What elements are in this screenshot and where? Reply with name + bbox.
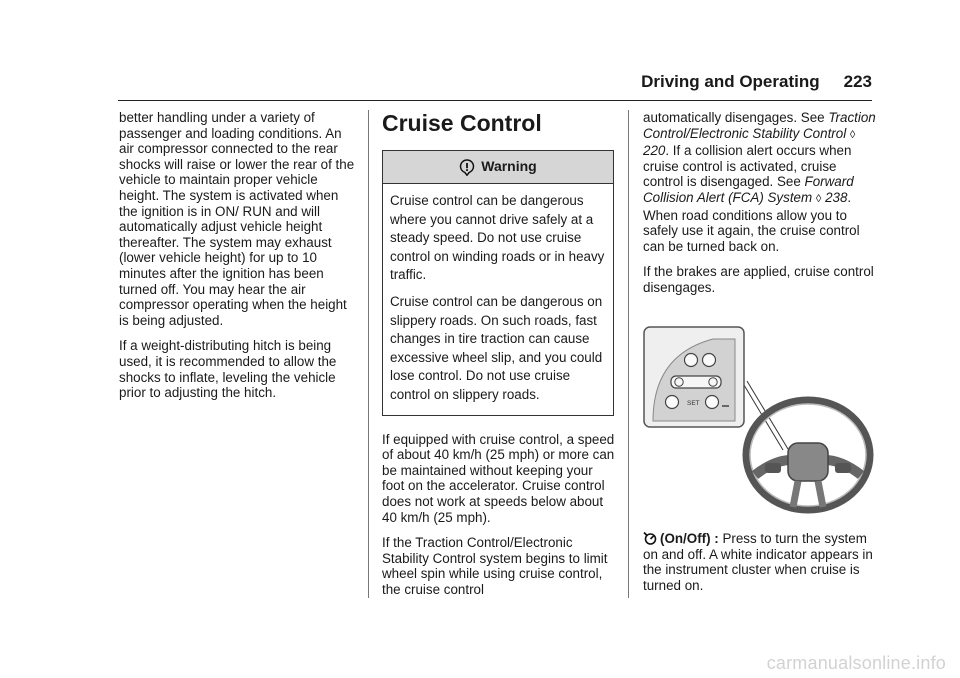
page-number: 223 — [843, 72, 872, 91]
cruise-on-off-icon — [643, 531, 657, 545]
column-middle — [382, 110, 618, 607]
ref-arrow-icon: ◊ — [815, 192, 822, 205]
paragraph: If the Traction Control/Electronic Stability Control system begins to limit wheel spin while using cruise control, the cruise control — [382, 535, 608, 597]
column-divider — [628, 110, 629, 598]
cruise-control-panel — [644, 327, 744, 427]
warning-header — [383, 151, 613, 184]
page-ref[interactable]: 220 — [643, 143, 666, 159]
ref-arrow-icon: ◊ — [849, 128, 856, 141]
text-run: . When road conditions allow you to safely use it again, the cruise control can be turned back on. — [643, 189, 860, 254]
warning-paragraph: Cruise control can be dangerous where you cannot drive safely at a steady speed. Do not use cruise control on winding roads or in heavy traffic. — [390, 193, 605, 283]
column-left — [119, 110, 355, 411]
watermark: carmanualsonline.info — [766, 653, 946, 673]
paragraph — [643, 110, 879, 254]
text-run: automatically disengages. See — [643, 110, 829, 125]
on-off-description — [643, 531, 879, 603]
paragraph: If the brakes are applied, cruise control disengages. — [643, 264, 874, 295]
steering-wheel-figure — [643, 325, 875, 515]
section-title: Driving and Operating — [641, 72, 820, 91]
paragraph: If a weight-distributing hitch is being used, it is recommended to allow the shocks to inflate, leveling the vehicle prior to adjusting the hitch. — [119, 338, 337, 401]
column-right — [643, 110, 879, 306]
on-off-label: (On/Off) : — [660, 531, 719, 546]
page-header — [118, 72, 872, 101]
paragraph — [643, 531, 879, 593]
steering-wheel — [746, 400, 870, 510]
cross-reference-link[interactable]: Forward Collision Alert (FCA) System — [643, 174, 854, 205]
paragraph: If equipped with cruise control, a speed of about 40 km/h (25 mph) or more can be maintained without keeping your foot on the accelerator. Cruise control does not work at speeds below about 40 km/h (25 mph). — [382, 431, 615, 525]
warning-box — [382, 150, 614, 416]
steering-wheel-illustration — [643, 325, 875, 515]
text-run: . If a collision alert occurs when cruise control is activated, cruise control is disengaged. See — [643, 143, 852, 190]
warning-body — [383, 184, 613, 415]
paragraph: better handling under a variety of passenger and loading conditions. An air compressor connected to the rear shocks will raise or lower the rear of the vehicle to maintain proper vehicle height. The system is activated when the ignition is in ON/ RUN and will automatically adjust vehicle height thereafter. The system may exhaust (lower vehicle height) for up to 10 minutes after the ignition has been turned off. You may hear the air compressor operating when the height is being adjusted. — [119, 110, 355, 328]
warning-paragraph: Cruise control can be dangerous on slippery roads. On such roads, fast changes in tire traction can cause excessive wheel slip, and you could lose control. Do not use cruise control on slippery roads. — [390, 293, 603, 402]
warning-title: Warning — [481, 158, 537, 175]
warning-icon — [459, 159, 475, 176]
set-label: SET — [687, 400, 700, 407]
column-divider — [368, 110, 369, 598]
page-ref[interactable]: 238 — [825, 189, 848, 205]
section-heading: Cruise Control — [382, 110, 542, 136]
text-run: Press to turn the system on and off. A white indicator appears in the instrument cluster when cruise is turned on. — [643, 531, 873, 593]
cross-reference-link[interactable]: Traction Control/Electronic Stability Control — [643, 110, 876, 141]
